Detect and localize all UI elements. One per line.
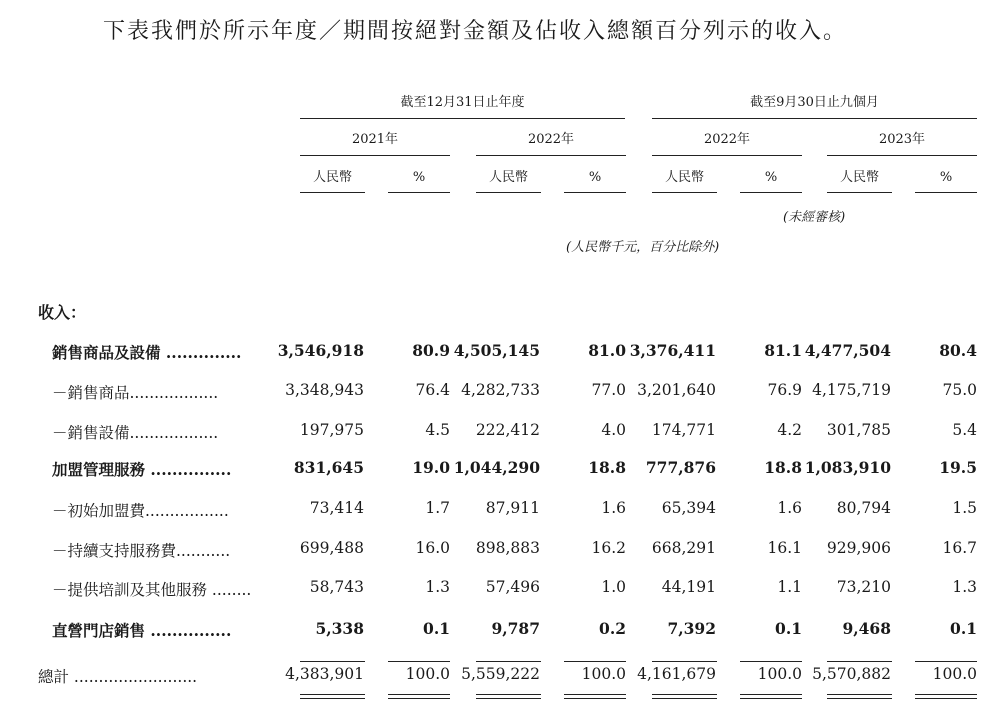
table-row: [0, 619, 1000, 647]
amount-cell: 65,394: [661, 499, 716, 517]
total-double-rule: [388, 694, 450, 699]
amount-cell: 222,412: [475, 421, 540, 439]
amount-cell: 9,787: [491, 619, 540, 638]
percent-cell: 1.5: [952, 499, 977, 517]
amount-cell: 57,496: [485, 578, 540, 596]
percent-cell: 76.4: [415, 381, 450, 399]
percent-cell: 16.0: [415, 539, 450, 557]
amount-cell: 1,083,910: [804, 458, 891, 477]
total-top-rule: [652, 661, 717, 662]
row-label: －提供培訓及其他服務 ........: [52, 581, 252, 599]
percent-cell: 16.2: [591, 539, 626, 557]
percent-cell: 80.9: [412, 341, 450, 360]
amount-cell: 699,488: [299, 539, 364, 557]
percent-header: %: [764, 170, 778, 185]
amount-cell: 301,785: [826, 421, 891, 439]
percent-cell: 1.3: [425, 578, 450, 596]
col-rule: [476, 192, 541, 193]
percent-cell: 18.8: [588, 458, 626, 477]
amount-cell: 3,546,918: [277, 341, 364, 360]
row-label: －持續支持服務費...........: [52, 542, 231, 560]
amount-cell: 1,044,290: [453, 458, 540, 477]
percent-cell: 1.1: [777, 578, 802, 596]
total-top-rule: [740, 661, 802, 662]
intro-sentence: 下表我們於所示年度／期間按絕對金額及佔收入總額百分列示的收入。: [103, 19, 848, 44]
period-annual-rule: [300, 118, 625, 119]
unit-note: (人民幣千元，百分比除外): [566, 240, 720, 255]
col-rule: [652, 192, 717, 193]
row-label: 加盟管理服務 ...............: [52, 460, 232, 479]
amount-cell: 831,645: [293, 458, 364, 477]
total-double-rule: [740, 694, 802, 699]
total-top-rule: [827, 661, 892, 662]
col-rule: [388, 192, 450, 193]
amount-cell: 87,911: [485, 499, 540, 517]
total-double-rule: [564, 694, 626, 699]
percent-cell: 5.4: [952, 421, 977, 439]
amount-cell: 4,282,733: [461, 381, 540, 399]
total-double-rule: [476, 694, 541, 699]
total-top-rule: [388, 661, 450, 662]
period-ninemonth-rule: [652, 118, 977, 119]
percent-cell: 18.8: [764, 458, 802, 477]
row-label: －初始加盟費.................: [52, 502, 229, 520]
year-header-2021: 2021年: [351, 132, 399, 147]
amount-cell: 3,201,640: [637, 381, 716, 399]
col-rule: [915, 192, 977, 193]
percent-cell: 19.5: [939, 458, 977, 477]
amount-cell: 5,570,882: [812, 665, 891, 683]
amount-cell: 80,794: [836, 499, 891, 517]
amount-cell: 3,376,411: [629, 341, 716, 360]
percent-cell: 1.6: [601, 499, 626, 517]
year-header-2023: 2023年: [878, 132, 926, 147]
amount-cell: 4,383,901: [285, 665, 364, 683]
table-row: [0, 539, 1000, 567]
percent-cell: 16.7: [942, 539, 977, 557]
row-label: 銷售商品及設備 ..............: [52, 343, 242, 362]
percent-cell: 0.1: [775, 619, 802, 638]
total-top-rule: [300, 661, 365, 662]
amount-cell: 174,771: [651, 421, 716, 439]
amount-cell: 197,975: [299, 421, 364, 439]
amount-cell: 4,175,719: [812, 381, 891, 399]
total-double-rule: [915, 694, 977, 699]
total-top-rule: [476, 661, 541, 662]
col-rule: [827, 192, 892, 193]
amount-cell: 5,338: [315, 619, 364, 638]
currency-header: 人民幣: [839, 170, 879, 185]
percent-cell: 1.6: [777, 499, 802, 517]
percent-cell: 100.0: [581, 665, 626, 683]
percent-cell: 100.0: [932, 665, 977, 683]
year-header-2022-annual: 2022年: [527, 132, 575, 147]
table-row: [0, 578, 1000, 606]
col-rule: [740, 192, 802, 193]
percent-cell: 4.2: [777, 421, 802, 439]
row-label: 總計 .........................: [38, 668, 198, 686]
percent-cell: 16.1: [767, 539, 802, 557]
amount-cell: 4,161,679: [637, 665, 716, 683]
row-label: 直營門店銷售 ...............: [52, 621, 232, 640]
percent-cell: 81.0: [588, 341, 626, 360]
amount-cell: 777,876: [645, 458, 716, 477]
table-row: [0, 341, 1000, 369]
table-row: [0, 381, 1000, 409]
col-rule: [564, 192, 626, 193]
percent-cell: 0.1: [950, 619, 977, 638]
currency-header: 人民幣: [488, 170, 528, 185]
percent-cell: 19.0: [412, 458, 450, 477]
total-double-rule: [300, 694, 365, 699]
amount-cell: 929,906: [826, 539, 891, 557]
percent-cell: 1.0: [601, 578, 626, 596]
percent-cell: 77.0: [591, 381, 626, 399]
percent-cell: 81.1: [764, 341, 802, 360]
table-row: [0, 665, 1000, 693]
amount-cell: 4,477,504: [804, 341, 891, 360]
percent-cell: 0.1: [423, 619, 450, 638]
year-header-2022-ninemonth: 2022年: [703, 132, 751, 147]
percent-cell: 1.3: [952, 578, 977, 596]
period-ninemonth-header: 截至9月30日止九個月: [750, 95, 879, 110]
amount-cell: 44,191: [661, 578, 716, 596]
table-row: [0, 458, 1000, 486]
total-top-rule: [915, 661, 977, 662]
table-row: [0, 499, 1000, 527]
amount-cell: 898,883: [475, 539, 540, 557]
year-rule-2022-ninemonth: [652, 155, 802, 156]
percent-cell: 4.0: [601, 421, 626, 439]
currency-header: 人民幣: [664, 170, 704, 185]
total-top-rule: [564, 661, 626, 662]
percent-cell: 80.4: [939, 341, 977, 360]
amount-cell: 668,291: [651, 539, 716, 557]
percent-cell: 0.2: [599, 619, 626, 638]
year-rule-2022-annual: [476, 155, 626, 156]
percent-header: %: [939, 170, 953, 185]
currency-header: 人民幣: [312, 170, 352, 185]
year-rule-2023: [827, 155, 977, 156]
amount-cell: 9,468: [842, 619, 891, 638]
row-label: －銷售商品..................: [52, 384, 219, 402]
period-annual-header: 截至12月31日止年度: [400, 95, 525, 110]
percent-cell: 100.0: [405, 665, 450, 683]
amount-cell: 7,392: [667, 619, 716, 638]
total-double-rule: [652, 694, 717, 699]
row-label: －銷售設備..................: [52, 424, 219, 442]
percent-cell: 4.5: [425, 421, 450, 439]
percent-header: %: [588, 170, 602, 185]
percent-cell: 1.7: [425, 499, 450, 517]
unaudited-note: (未經審核): [783, 210, 846, 225]
percent-cell: 100.0: [757, 665, 802, 683]
col-rule: [300, 192, 365, 193]
amount-cell: 4,505,145: [453, 341, 540, 360]
section-title: 收入：: [38, 303, 87, 322]
amount-cell: 5,559,222: [461, 665, 540, 683]
year-rule-2021: [300, 155, 450, 156]
percent-cell: 76.9: [767, 381, 802, 399]
amount-cell: 73,210: [836, 578, 891, 596]
table-row: [0, 421, 1000, 449]
amount-cell: 73,414: [309, 499, 364, 517]
total-double-rule: [827, 694, 892, 699]
amount-cell: 3,348,943: [285, 381, 364, 399]
amount-cell: 58,743: [309, 578, 364, 596]
percent-header: %: [412, 170, 426, 185]
percent-cell: 75.0: [942, 381, 977, 399]
